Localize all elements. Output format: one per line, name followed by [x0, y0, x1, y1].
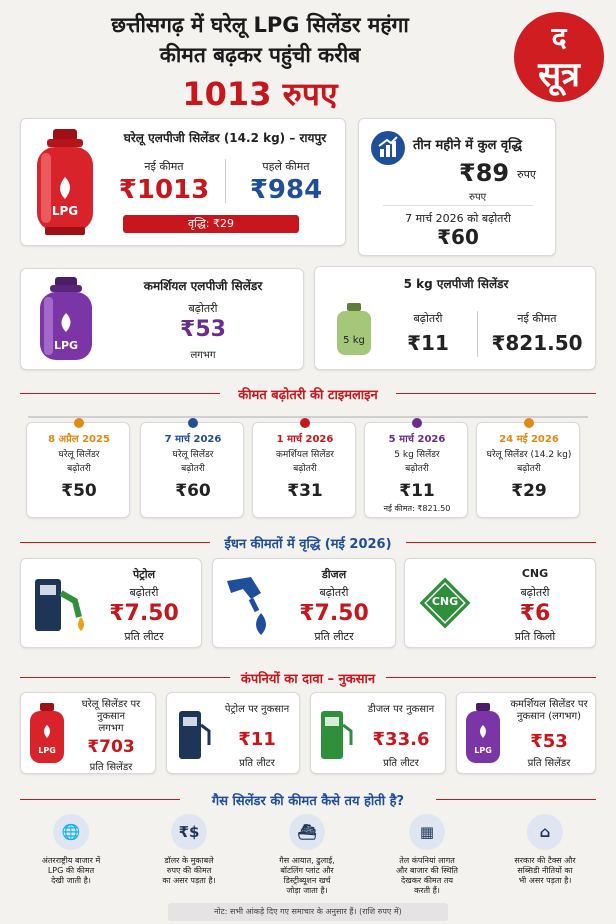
loss-value: ₹33.6 [372, 729, 430, 750]
three-month-unit-below: रुपए [469, 192, 487, 203]
three-month-value: ₹89 [459, 159, 510, 187]
government-building-icon: ⌂ [527, 814, 563, 850]
loss-unit: प्रति लीटर [239, 758, 275, 769]
how-step [252, 810, 362, 896]
how-line: जोड़ा जाता है। [286, 886, 328, 895]
divider [477, 311, 478, 357]
loss-desc [67, 699, 155, 735]
title-line-1: छत्तीसगढ़ में घरेलू LPG सिलेंडर महंगा [111, 13, 409, 37]
new-price-value: ₹1013 [118, 175, 210, 205]
fuel-unit: प्रति लीटर [124, 630, 164, 643]
timeline-card [140, 422, 244, 518]
how-step [372, 810, 482, 896]
cylinder-label: LPG [51, 204, 79, 218]
timeline-line2: बढ़ोतरी [181, 464, 205, 474]
five-kg-new-label: नई कीमत [517, 312, 557, 325]
growth-chart-icon [371, 131, 405, 165]
loss-card-commercial [456, 692, 596, 774]
loss-card-petrol [166, 692, 300, 774]
fuel-title: ईंधन कीमतों में वृद्धि (मई 2026) [224, 537, 392, 552]
timeline-date: 1 मार्च 2026 [276, 434, 334, 445]
old-price-label: पहले कीमत [262, 160, 310, 173]
five-kg-new-value: ₹821.50 [491, 331, 583, 355]
timeline-date: 5 मार्च 2026 [388, 434, 446, 445]
how-line: गैस आयात, ढुलाई, [279, 856, 335, 865]
domestic-lpg-card [20, 118, 346, 246]
fuel-name: पेट्रोल [132, 568, 156, 581]
cylinder-label: LPG [38, 746, 56, 755]
how-title: गैस सिलेंडर की कीमत कैसे तय होती है? [211, 794, 405, 809]
how-line: रुपए की कीमत [166, 866, 212, 875]
how-line: सरकार की टैक्स और [514, 856, 576, 865]
logo-top-text: द [551, 21, 567, 54]
timeline-card [26, 422, 130, 518]
ship-icon: ⛴ [289, 814, 325, 850]
headline-price: 1013 रुपए [182, 75, 338, 113]
fuel-unit: प्रति किलो [514, 630, 556, 643]
new-price-label: नई कीमत [144, 160, 184, 173]
petrol-pump-icon [31, 573, 89, 639]
timeline-date: 8 अप्रैल 2025 [48, 434, 110, 445]
red-cylinder-icon [27, 701, 67, 767]
fuel-value: ₹7.50 [299, 601, 369, 626]
loss-value: ₹11 [238, 729, 276, 750]
timeline-card [476, 422, 580, 518]
commercial-value: ₹53 [180, 317, 226, 342]
timeline-value: ₹31 [287, 481, 323, 501]
timeline-dot [74, 418, 84, 428]
how-step [490, 810, 600, 896]
how-line: और बाजार की स्थिति [396, 866, 458, 875]
footer-note: नोट: सभी आंकड़े दिए गए समाचार के अनुसार हैं। (राशि रुपए में) [168, 903, 448, 921]
timeline-value: ₹50 [61, 481, 97, 501]
how-line: सब्सिडी नीतियों का [517, 866, 573, 875]
petrol-card [20, 558, 202, 648]
timeline-value: ₹11 [399, 481, 435, 501]
timeline-card [364, 422, 468, 518]
three-month-title: तीन महीने में कुल वृद्धि [413, 138, 522, 153]
loss-unit: प्रति लीटर [383, 758, 419, 769]
how-line: LPG की कीमत [47, 866, 95, 875]
fuel-label: बढ़ोतरी [129, 586, 159, 599]
petrol-pump-icon [177, 705, 217, 763]
brand-logo [514, 12, 604, 102]
timeline-line2: बढ़ोतरी [405, 464, 429, 474]
purple-cylinder-icon [463, 701, 503, 767]
loss-desc: पेट्रोल पर नुकसान [224, 704, 290, 715]
how-text [490, 856, 600, 886]
logo-bottom-text: सूत्र [538, 55, 580, 95]
five-kg-inc-value: ₹11 [407, 331, 449, 355]
timeline-line2: बढ़ोतरी [293, 464, 317, 474]
timeline-note: नई कीमत: ₹821.50 [383, 504, 451, 513]
commercial-title: कमर्शियल एलपीजी सिलेंडर [143, 279, 263, 293]
diesel-nozzle-icon [221, 571, 279, 639]
timeline-dot [524, 418, 534, 428]
three-month-sub-value: ₹60 [437, 225, 479, 249]
how-line: तेल कंपनियां लागत [399, 856, 455, 865]
loss-line: नुकसान [96, 711, 126, 722]
timeline-line2: बढ़ोतरी [67, 464, 91, 474]
increase-badge: वृद्धि: ₹29 [123, 215, 299, 233]
old-price-value: ₹984 [249, 175, 323, 205]
five-kg-title: 5 kg एलपीजी सिलेंडर [403, 277, 509, 291]
timeline-value: ₹29 [511, 481, 547, 501]
timeline-dot [300, 418, 310, 428]
three-month-unit-right: रुपए [517, 168, 536, 181]
commercial-label: बढ़ोतरी [188, 302, 218, 315]
loss-desc [503, 699, 595, 723]
globe-icon: 🌐 [53, 814, 89, 850]
timeline-dot [188, 418, 198, 428]
how-line: भी असर पड़ता है। [518, 876, 572, 885]
loss-line: लगभग [98, 723, 124, 734]
how-line: डिस्ट्रीब्यूशन खर्च [283, 876, 331, 885]
fuel-name: डीजल [321, 568, 347, 581]
page-title [30, 10, 490, 70]
loss-line: कमर्शियल सिलेंडर पर [510, 699, 588, 710]
commercial-lpg-card [20, 268, 304, 370]
fuel-name: CNG [521, 567, 549, 580]
title-line-2: कीमत बढ़कर पहुंची करीब [159, 43, 361, 67]
fuel-label: बढ़ोतरी [520, 586, 550, 599]
loss-card-domestic [20, 692, 156, 774]
three-month-sub: 7 मार्च 2026 को बढ़ोतरी [405, 212, 511, 225]
loss-line: घरेलू सिलेंडर पर [81, 699, 141, 710]
small-cylinder-icon [333, 301, 375, 357]
how-line: करती हैं। [414, 886, 440, 895]
fuel-label: बढ़ोतरी [319, 586, 349, 599]
five-kg-card [314, 266, 596, 370]
cylinder-label: LPG [474, 746, 492, 755]
commercial-note: लगभग [190, 350, 216, 361]
timeline-line1: 5 kg सिलेंडर [394, 450, 440, 460]
how-text [372, 856, 482, 896]
divider [383, 205, 533, 206]
timeline-line1: घरेलू सिलेंडर [172, 450, 214, 460]
how-line: डॉलर के मुकाबले [164, 856, 214, 865]
fuel-value: ₹7.50 [109, 601, 179, 626]
how-text [16, 856, 126, 886]
how-line: अंतरराष्ट्रीय बाजार में [41, 856, 101, 865]
how-line: का असर पड़ता है। [162, 876, 216, 885]
fuel-value: ₹6 [519, 601, 551, 626]
diesel-pump-icon [319, 705, 359, 763]
cylinder-label: LPG [53, 339, 79, 352]
domestic-title: घरेलू एलपीजी सिलेंडर (14.2 kg) – रायपुर [123, 131, 327, 145]
timeline-date: 24 मई 2026 [499, 434, 559, 445]
timeline-card [252, 422, 356, 518]
five-kg-inc-label: बढ़ोतरी [413, 312, 443, 325]
timeline-line1: घरेलू सिलेंडर (14.2 kg) [486, 450, 572, 460]
timeline-line1: घरेलू सिलेंडर [58, 450, 100, 460]
cng-icon-text: CNG [431, 595, 459, 608]
fuel-unit: प्रति लीटर [314, 630, 354, 643]
loss-desc: डीजल पर नुकसान [367, 704, 435, 715]
divider [225, 159, 226, 203]
how-line: बॉटलिंग प्लांट और [280, 866, 334, 875]
timeline-dot [412, 418, 422, 428]
three-month-card [358, 118, 556, 256]
timeline-axis [28, 416, 588, 418]
cng-card [404, 558, 596, 648]
purple-cylinder-icon [35, 275, 97, 367]
diesel-card [212, 558, 396, 648]
loss-line: नुकसान (लगभग) [516, 711, 582, 722]
loss-value: ₹53 [530, 731, 568, 752]
loss-unit: प्रति सिलेंडर [89, 762, 133, 773]
how-step [134, 810, 244, 896]
loss-card-diesel [310, 692, 446, 774]
loss-unit: प्रति सिलेंडर [527, 758, 571, 769]
timeline-line2: बढ़ोतरी [517, 464, 541, 474]
timeline-value: ₹60 [175, 481, 211, 501]
how-step [16, 810, 126, 896]
how-text [134, 856, 244, 886]
timeline-line1: कमर्शियल सिलेंडर [276, 450, 334, 460]
timeline-date: 7 मार्च 2026 [164, 434, 222, 445]
red-cylinder-icon [31, 127, 99, 239]
company-building-icon: ▦ [409, 814, 445, 850]
timeline-title: कीमत बढ़ोतरी की टाइमलाइन [238, 388, 378, 403]
how-line: देखी जाती है। [51, 876, 91, 885]
rupee-dollar-icon: ₹$ [171, 814, 207, 850]
how-text [252, 856, 362, 896]
losses-title: कंपनियों का दावा – नुकसान [240, 672, 376, 687]
how-line: देखकर कीमत तय [400, 876, 454, 885]
small-cylinder-label: 5 kg [343, 335, 365, 346]
loss-value: ₹703 [87, 737, 135, 757]
